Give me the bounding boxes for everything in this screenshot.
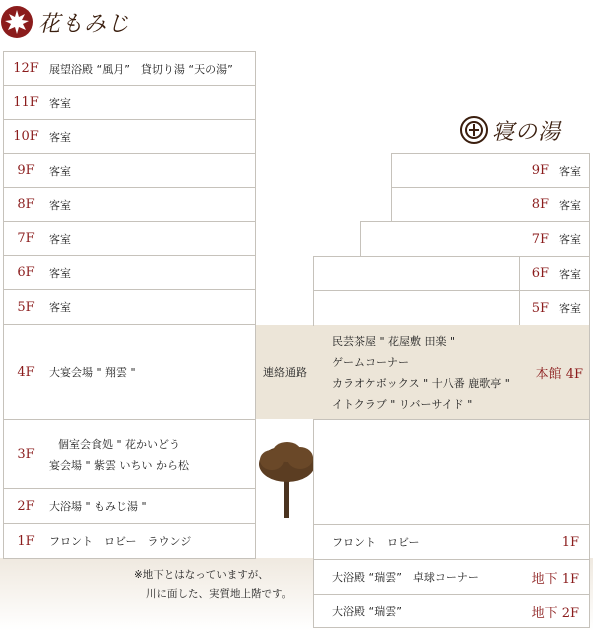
annex-floor-7f-row [360,221,590,257]
annex-floor-9f-row [391,153,590,188]
annex-floor-5f-row [313,290,590,326]
floor-description: 客室 [49,198,71,212]
floor-label: 9F [531,163,549,178]
basement-note-line: 川に面した、実質地上階です。 [146,588,293,600]
floor-description-line: 個室会食処 " 花かいどう [57,437,181,451]
floor-description: 客室 [49,232,71,246]
floor-description: フロント ロビー ラウンジ [49,535,192,548]
floor-description: 大浴殿 “瑞雲” 卓球コーナー [332,571,479,584]
annex-floor-4f-row [314,325,590,419]
floor-2f-row [3,488,256,524]
floor-label: 8F [531,197,549,212]
floor-label: 地下 2F [531,605,579,621]
annex-floor-1f-row [313,524,590,560]
floor-label: 6F [531,266,549,281]
floor-label: 5F [531,300,549,316]
floor-3f-row [3,419,256,489]
floor-1f-row [3,523,256,559]
floor-description: 大浴殿 “瑞雲” [332,605,402,618]
floor-label: 10F [13,129,39,144]
floor-label: 5F [17,299,35,315]
floor-description: 大宴会場 " 翔雲 " [49,366,136,379]
floor-label: 7F [531,231,549,247]
floor-label: 地下 1F [531,571,579,587]
floor-description [332,325,510,419]
floor-label: 4F [17,364,35,380]
floor-description-line: 宴会場 " 紫雲 いちい から松 [49,458,190,472]
floor-label: 6F [17,265,35,280]
floor-description: 客室 [559,198,581,212]
brand-hanamomiji [0,4,170,40]
connecting-passage [256,325,314,419]
floor-10f-row [3,119,256,154]
crest-logo-icon [460,116,488,144]
floor-description: 展望浴殿 “風月” 貸切り湯 “天の湯” [49,62,233,76]
floor-8f-row [3,187,256,222]
floor-label: 9F [17,163,35,178]
floor-label: 3F [17,446,35,462]
floor-label: 11F [13,95,39,110]
annex-lower-block [313,419,590,525]
floor-description: 客室 [49,164,71,178]
floor-description-line: ゲームコーナー [332,355,409,369]
annex-floor-8f-row [391,187,590,222]
floor-label: 1F [561,534,579,550]
floor-description: 客室 [559,233,581,246]
floor-description-line: カラオケボックス " 十八番 鹿歌亭 " [332,376,510,390]
basement-note-line: ※地下とはなっていますが、 [134,569,269,581]
floor-9f-row [3,153,256,188]
floor-label: 12F [13,61,39,76]
floor-description: フロント ロビー [332,536,420,549]
floor-description-line: イトクラブ " リバーサイド " [332,397,473,411]
floor-label: 2F [17,498,35,514]
floor-7f-row [3,221,256,256]
annex-floor-6f-row [313,256,590,291]
floor-description: 客室 [49,266,71,280]
floor-label: 1F [17,533,35,549]
floor-description: 客室 [49,130,71,144]
floor-label: 本館 4F [535,366,583,382]
floor-12f-row [3,51,256,86]
annex-floor-b1-row [313,559,590,595]
brand-name-right: 寝の湯 [492,119,562,145]
connecting-passage-label: 連絡通路 [263,366,307,379]
floor-4f-row [3,324,256,420]
floor-description: 客室 [559,302,581,315]
brand-nenoyu [460,112,593,148]
floor-11f-row [3,85,256,120]
floor-5f-row [3,289,256,325]
floor-description: 大浴場 " もみじ湯 " [49,500,147,513]
brand-name-left: 花もみじ [38,11,131,37]
maple-leaf-logo-icon [0,5,34,39]
floor-label: 8F [17,197,35,212]
floor-description: 客室 [559,164,581,178]
floor-label: 7F [17,231,35,246]
floor-description: 客室 [49,96,71,110]
floor-description [49,420,189,488]
floor-6f-row [3,255,256,290]
annex-floor-b2-row [313,594,590,628]
floor-description: 客室 [49,301,71,314]
basement-note [134,566,312,604]
floor-description: 客室 [559,267,581,281]
floor-description-line: 民芸茶屋 " 花屋敷 田楽 " [332,334,456,348]
tree-icon [256,440,318,520]
